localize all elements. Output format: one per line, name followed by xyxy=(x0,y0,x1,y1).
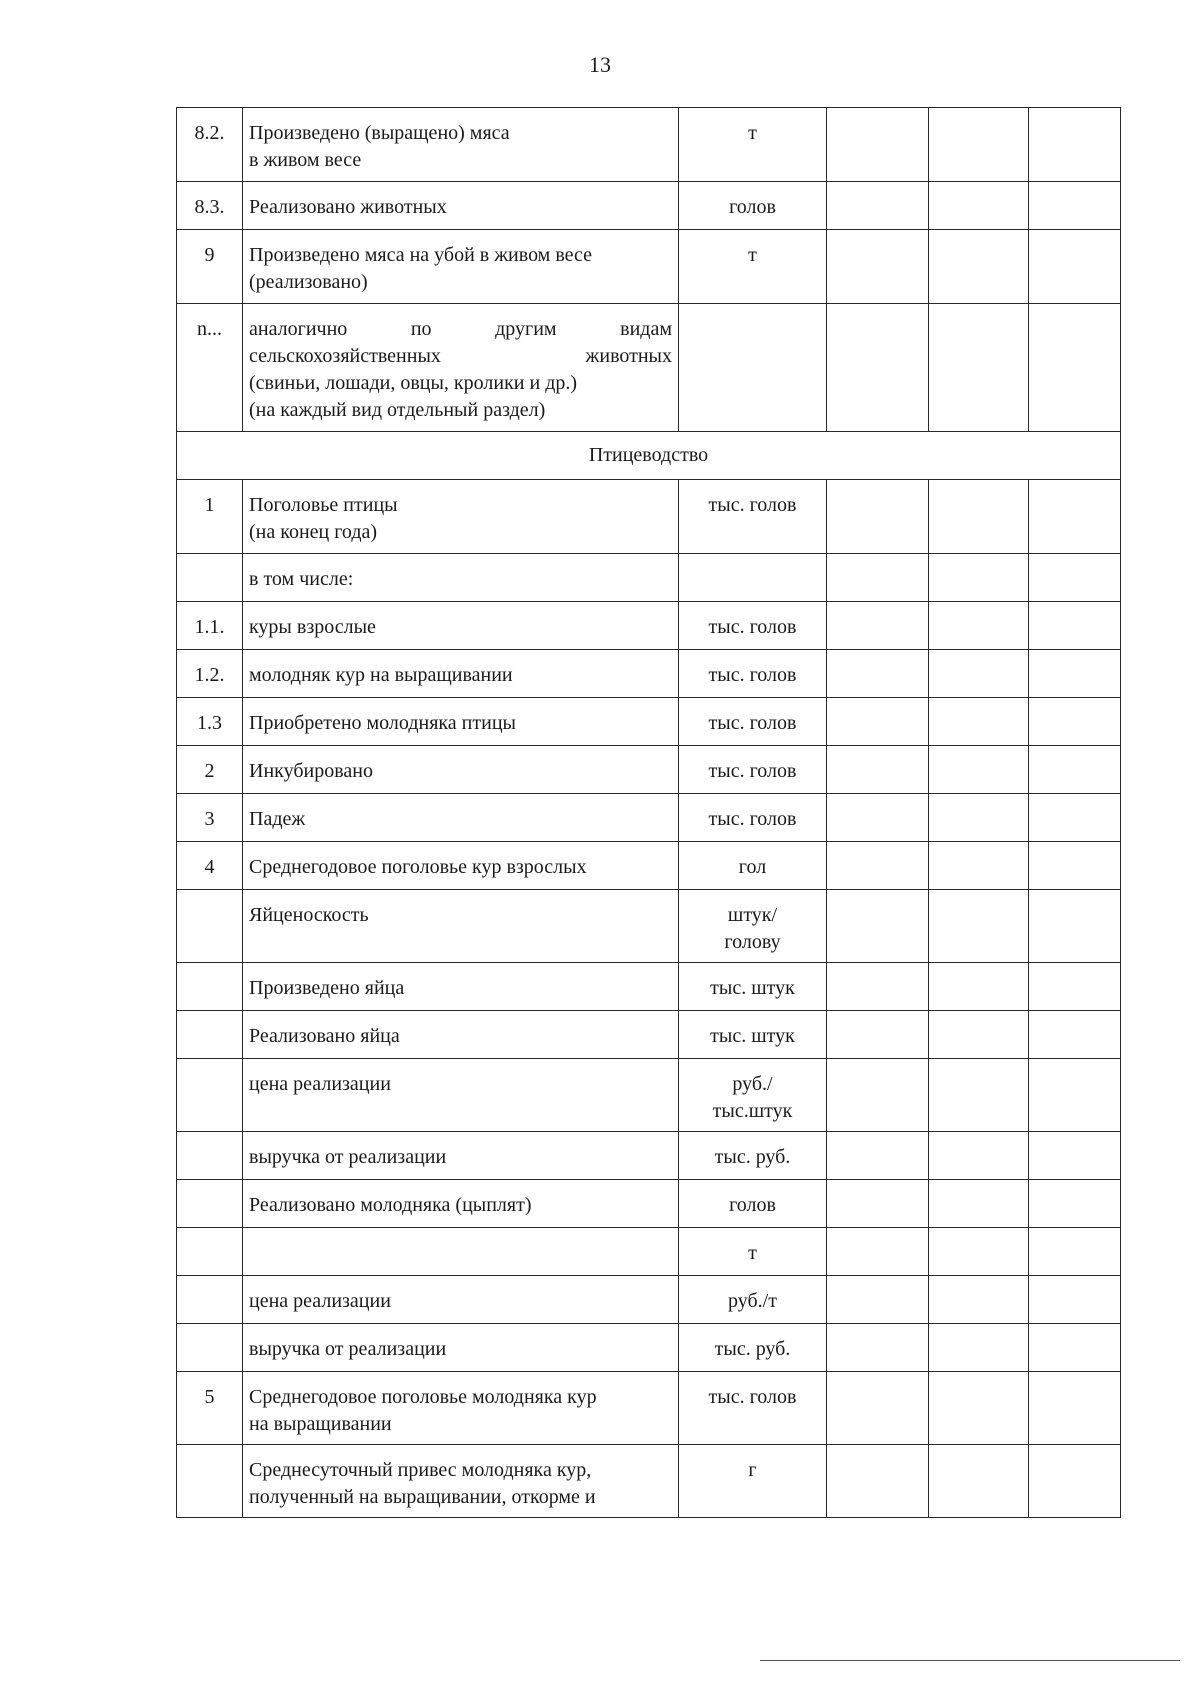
indicator-name xyxy=(243,1011,679,1059)
unit-of-measure xyxy=(679,304,827,432)
row-number: 2 xyxy=(177,746,243,794)
unit-line: тыс. голов xyxy=(708,494,797,516)
unit-of-measure xyxy=(679,1228,827,1276)
value-cell xyxy=(1029,698,1121,746)
table-row xyxy=(177,1228,1121,1276)
table-body xyxy=(177,108,1121,1518)
indicator-name-line: Приобретено молодняка птицы xyxy=(249,712,516,734)
value-cell xyxy=(827,963,929,1011)
indicator-name xyxy=(243,230,679,304)
unit-of-measure xyxy=(679,602,827,650)
indicator-name-line: (на конец года) xyxy=(249,521,378,543)
footer-rule xyxy=(760,1660,1180,1661)
value-cell xyxy=(929,794,1029,842)
unit-line: т xyxy=(748,1242,757,1264)
value-cell xyxy=(929,1059,1029,1132)
indicator-name xyxy=(243,963,679,1011)
value-cell xyxy=(827,108,929,182)
indicator-name xyxy=(243,480,679,554)
table-row xyxy=(177,890,1121,963)
value-cell xyxy=(827,1011,929,1059)
table-row xyxy=(177,554,1121,602)
indicator-name xyxy=(243,1228,679,1276)
value-cell xyxy=(929,554,1029,602)
indicator-name xyxy=(243,1372,679,1445)
indicator-name-line: молодняк кур на выращивании xyxy=(249,664,513,686)
unit-line: руб./ xyxy=(732,1073,773,1095)
value-cell xyxy=(827,182,929,230)
indicator-name-line: аналогично по другим видам xyxy=(249,318,672,340)
unit-of-measure xyxy=(679,554,827,602)
value-cell xyxy=(1029,890,1121,963)
indicator-name xyxy=(243,794,679,842)
row-number xyxy=(177,1445,243,1518)
unit-of-measure xyxy=(679,890,827,963)
indicator-name-line: Среднесуточный привес молодняка кур, xyxy=(249,1459,592,1481)
indicator-name-line: Поголовье птицы xyxy=(249,494,398,516)
value-cell xyxy=(1029,602,1121,650)
value-cell xyxy=(929,1011,1029,1059)
indicator-name-line: в том числе: xyxy=(249,568,354,590)
value-cell xyxy=(929,1276,1029,1324)
indicator-name-line: (свиньи, лошади, овцы, кролики и др.) xyxy=(249,372,578,394)
unit-line: руб./т xyxy=(728,1290,777,1312)
row-number xyxy=(177,1059,243,1132)
unit-line: тыс. штук xyxy=(710,977,795,999)
unit-of-measure xyxy=(679,480,827,554)
value-cell xyxy=(929,1180,1029,1228)
unit-line: тыс. голов xyxy=(708,1386,797,1408)
table-row xyxy=(177,108,1121,182)
unit-line: голов xyxy=(729,1194,776,1216)
table-row xyxy=(177,650,1121,698)
indicator-name-line: Произведено яйца xyxy=(249,977,405,999)
page-number: 13 xyxy=(589,52,611,77)
row-number xyxy=(177,890,243,963)
table-row xyxy=(177,1276,1121,1324)
value-cell xyxy=(827,554,929,602)
value-cell xyxy=(827,230,929,304)
indicator-name-line: полученный на выращивании, откорме и xyxy=(249,1486,596,1508)
unit-line: г xyxy=(748,1459,757,1481)
report-table xyxy=(176,107,1121,1518)
value-cell xyxy=(827,890,929,963)
value-cell xyxy=(929,602,1029,650)
value-cell xyxy=(827,1324,929,1372)
value-cell xyxy=(929,182,1029,230)
value-cell xyxy=(929,108,1029,182)
value-cell xyxy=(929,1228,1029,1276)
unit-line: т xyxy=(748,244,757,266)
indicator-name-line: Произведено мяса на убой в живом весе xyxy=(249,244,593,266)
unit-of-measure xyxy=(679,650,827,698)
table-row xyxy=(177,1059,1121,1132)
table-row xyxy=(177,963,1121,1011)
unit-of-measure xyxy=(679,108,827,182)
indicator-name xyxy=(243,554,679,602)
row-number: 1.1. xyxy=(177,602,243,650)
value-cell xyxy=(827,1372,929,1445)
table-row xyxy=(177,698,1121,746)
unit-of-measure xyxy=(679,1059,827,1132)
unit-line: тыс.штук xyxy=(712,1100,793,1122)
unit-line: тыс. руб. xyxy=(714,1146,791,1168)
indicator-name-line: на выращивании xyxy=(249,1413,392,1435)
unit-of-measure xyxy=(679,1180,827,1228)
row-number xyxy=(177,554,243,602)
table-row xyxy=(177,1132,1121,1180)
unit-of-measure xyxy=(679,746,827,794)
indicator-name xyxy=(243,108,679,182)
value-cell xyxy=(1029,963,1121,1011)
table-row xyxy=(177,794,1121,842)
unit-line: голов xyxy=(729,196,776,218)
section-title: Птицеводство xyxy=(177,432,1121,480)
value-cell xyxy=(1029,1180,1121,1228)
indicator-name xyxy=(243,890,679,963)
value-cell xyxy=(827,602,929,650)
row-number xyxy=(177,1228,243,1276)
table-row xyxy=(177,746,1121,794)
indicator-name xyxy=(243,1324,679,1372)
indicator-name-line: Падеж xyxy=(249,808,306,830)
value-cell xyxy=(1029,304,1121,432)
row-number xyxy=(177,1180,243,1228)
value-cell xyxy=(929,842,1029,890)
value-cell xyxy=(827,1228,929,1276)
indicator-name-line: Яйценоскость xyxy=(249,904,369,926)
unit-of-measure xyxy=(679,842,827,890)
value-cell xyxy=(929,1372,1029,1445)
unit-line: тыс. голов xyxy=(708,712,797,734)
indicator-name xyxy=(243,602,679,650)
table-row xyxy=(177,842,1121,890)
indicator-name-line: Среднегодовое поголовье молодняка кур xyxy=(249,1386,597,1408)
table-row xyxy=(177,1011,1121,1059)
row-number xyxy=(177,1276,243,1324)
indicator-name xyxy=(243,1059,679,1132)
value-cell xyxy=(929,480,1029,554)
value-cell xyxy=(827,304,929,432)
unit-line: тыс. штук xyxy=(710,1025,795,1047)
indicator-name xyxy=(243,1180,679,1228)
indicator-name-line: (на каждый вид отдельный раздел) xyxy=(249,399,546,421)
value-cell xyxy=(1029,1372,1121,1445)
row-number: 1 xyxy=(177,480,243,554)
indicator-name-line: Реализовано животных xyxy=(249,196,447,218)
indicator-name xyxy=(243,1445,679,1518)
indicator-name xyxy=(243,746,679,794)
unit-line: тыс. руб. xyxy=(714,1338,791,1360)
value-cell xyxy=(929,963,1029,1011)
indicator-name xyxy=(243,1132,679,1180)
value-cell xyxy=(827,794,929,842)
indicator-name-line: цена реализации xyxy=(249,1073,391,1095)
row-number: 9 xyxy=(177,230,243,304)
value-cell xyxy=(1029,1324,1121,1372)
indicator-name xyxy=(243,842,679,890)
unit-of-measure xyxy=(679,1445,827,1518)
indicator-name xyxy=(243,1276,679,1324)
indicator-name-line: Произведено (выращено) мяса xyxy=(249,122,510,144)
indicator-name xyxy=(243,650,679,698)
value-cell xyxy=(929,698,1029,746)
unit-line: тыс. голов xyxy=(708,664,797,686)
indicator-name xyxy=(243,304,679,432)
value-cell xyxy=(827,480,929,554)
table-row xyxy=(177,182,1121,230)
indicator-name-line: Среднегодовое поголовье кур взрослых xyxy=(249,856,587,878)
value-cell xyxy=(1029,230,1121,304)
value-cell xyxy=(827,842,929,890)
value-cell xyxy=(1029,1132,1121,1180)
unit-line: штук/ xyxy=(727,904,778,926)
value-cell xyxy=(929,1132,1029,1180)
section-row xyxy=(177,432,1121,480)
indicator-name-line: Инкубировано xyxy=(249,760,373,782)
unit-of-measure xyxy=(679,1276,827,1324)
unit-line: голову xyxy=(724,931,781,953)
row-number: 8.3. xyxy=(177,182,243,230)
row-number: 3 xyxy=(177,794,243,842)
value-cell xyxy=(929,230,1029,304)
value-cell xyxy=(1029,794,1121,842)
value-cell xyxy=(1029,842,1121,890)
indicator-name-line: Реализовано молодняка (цыплят) xyxy=(249,1194,532,1216)
row-number xyxy=(177,1011,243,1059)
unit-of-measure xyxy=(679,1132,827,1180)
value-cell xyxy=(1029,746,1121,794)
indicator-name-line: куры взрослые xyxy=(249,616,376,638)
indicator-name xyxy=(243,698,679,746)
row-number xyxy=(177,1324,243,1372)
unit-line: тыс. голов xyxy=(708,760,797,782)
value-cell xyxy=(1029,650,1121,698)
row-number: 1.2. xyxy=(177,650,243,698)
indicator-name-line: Реализовано яйца xyxy=(249,1025,400,1047)
value-cell xyxy=(929,746,1029,794)
row-number: n... xyxy=(177,304,243,432)
value-cell xyxy=(827,1059,929,1132)
unit-of-measure xyxy=(679,182,827,230)
value-cell xyxy=(1029,182,1121,230)
row-number: 8.2. xyxy=(177,108,243,182)
value-cell xyxy=(1029,108,1121,182)
table-row xyxy=(177,602,1121,650)
row-number: 1.3 xyxy=(177,698,243,746)
unit-of-measure xyxy=(679,1372,827,1445)
indicator-name-line: выручка от реализации xyxy=(249,1146,447,1168)
value-cell xyxy=(929,304,1029,432)
value-cell xyxy=(929,890,1029,963)
table-row xyxy=(177,480,1121,554)
value-cell xyxy=(827,746,929,794)
indicator-name-line: выручка от реализации xyxy=(249,1338,447,1360)
value-cell xyxy=(1029,1445,1121,1518)
unit-line: т xyxy=(748,122,757,144)
row-number xyxy=(177,1132,243,1180)
row-number: 4 xyxy=(177,842,243,890)
unit-line: гол xyxy=(738,856,767,878)
value-cell xyxy=(929,650,1029,698)
table-row xyxy=(177,1180,1121,1228)
value-cell xyxy=(1029,1276,1121,1324)
value-cell xyxy=(1029,480,1121,554)
unit-line: тыс. голов xyxy=(708,616,797,638)
value-cell xyxy=(827,650,929,698)
indicator-name xyxy=(243,182,679,230)
unit-of-measure xyxy=(679,1324,827,1372)
value-cell xyxy=(929,1324,1029,1372)
unit-of-measure xyxy=(679,230,827,304)
value-cell xyxy=(1029,1011,1121,1059)
value-cell xyxy=(1029,1228,1121,1276)
table-row xyxy=(177,230,1121,304)
indicator-name-line: в живом весе xyxy=(249,149,362,171)
row-number: 5 xyxy=(177,1372,243,1445)
table-row xyxy=(177,304,1121,432)
unit-of-measure xyxy=(679,1011,827,1059)
value-cell xyxy=(827,698,929,746)
value-cell xyxy=(827,1180,929,1228)
indicator-name-line: цена реализации xyxy=(249,1290,391,1312)
value-cell xyxy=(1029,554,1121,602)
value-cell xyxy=(929,1445,1029,1518)
value-cell xyxy=(1029,1059,1121,1132)
unit-line: тыс. голов xyxy=(708,808,797,830)
table-row xyxy=(177,1372,1121,1445)
unit-of-measure xyxy=(679,794,827,842)
unit-of-measure xyxy=(679,963,827,1011)
indicator-name-line: сельскохозяйственных животных xyxy=(249,345,672,367)
value-cell xyxy=(827,1445,929,1518)
table-row xyxy=(177,1324,1121,1372)
indicator-name-line: (реализовано) xyxy=(249,271,368,293)
unit-of-measure xyxy=(679,698,827,746)
table-row xyxy=(177,1445,1121,1518)
value-cell xyxy=(827,1132,929,1180)
report-table-wrapper xyxy=(176,107,1120,1518)
row-number xyxy=(177,963,243,1011)
value-cell xyxy=(827,1276,929,1324)
